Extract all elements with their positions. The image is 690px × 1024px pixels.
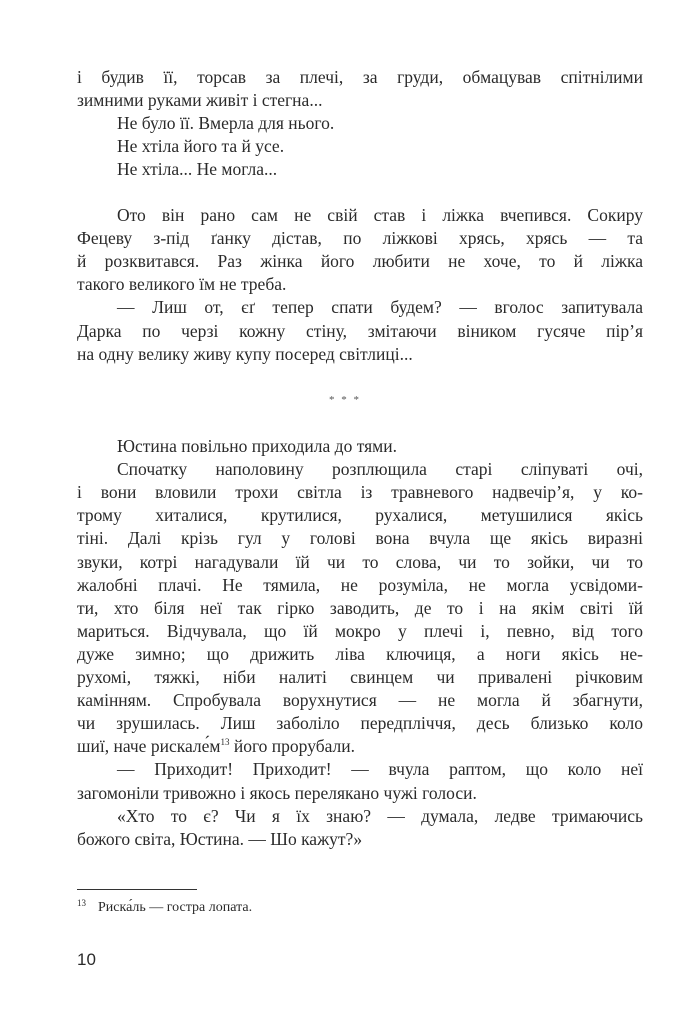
text-line-content: зимними руками живіт і стегна... (77, 90, 323, 111)
text-line (117, 458, 643, 480)
text-line-content: Дарка по черзі кожну стіну, змітаючи віником гусяче пір’я (77, 320, 643, 341)
text-line (117, 112, 643, 134)
text-line-continuation: його прорубали. (229, 736, 356, 757)
text-line (77, 66, 643, 88)
text-line (77, 551, 643, 573)
text-line (77, 343, 643, 365)
text-line (77, 574, 643, 596)
text-line (77, 782, 643, 804)
text-line-content: Не хтіла його та й усе. (117, 136, 285, 157)
text-line (77, 735, 643, 757)
text-line (77, 643, 643, 665)
footnote-number: 13 (77, 898, 86, 908)
text-line (77, 712, 643, 734)
text-line-content: тіні. Далі крізь гул у голові вона вчула ще якісь виразні (77, 528, 643, 549)
text-line-content: божого світа, Юстина. — Шо кажут?» (77, 828, 363, 849)
text-line-content: шиї, наче рискале́м (77, 736, 221, 757)
text-line-content: Фецеву з-під ґанку дістав, по ліжкові хрясь, хрясь — та (77, 228, 643, 249)
text-line (77, 273, 643, 295)
section-separator: * * * (329, 394, 361, 406)
text-line (117, 204, 643, 226)
text-line (77, 666, 643, 688)
footnote-rule (77, 889, 197, 890)
text-line-content: Не було її. Вмерла для нього. (117, 113, 335, 134)
text-line-content: жалобні плачі. Не тямила, не розуміла, не могла усвідоми- (77, 574, 643, 595)
text-line (117, 805, 643, 827)
text-line-content: камінням. Спробувала ворухнутися — не могла й збагнути, (77, 690, 643, 711)
text-line (117, 296, 643, 318)
page-number: 10 (77, 950, 96, 969)
text-line (117, 135, 643, 157)
text-line (77, 89, 643, 111)
text-line-content: — Лиш от, єґ тепер спати будем? — вголос запитувала (117, 297, 643, 318)
text-line-content: Спочатку наполовину розплющила старі сліпуваті очі, (117, 459, 643, 480)
footnote-text: Риска́ль — гостра лопата. (98, 900, 253, 915)
text-line-content: звуки, котрі нагадували їй чи то слова, чи то зойки, чи то (77, 551, 643, 572)
text-line-content: рухомі, тяжкі, ніби налиті свинцем чи привалені річковим (77, 667, 643, 687)
text-line-content: і будив її, торсав за плечі, за груди, обмацував спітнілими (77, 67, 643, 87)
text-line-content: чи зрушилась. Лиш заболіло передпліччя, десь близько коло (77, 713, 643, 734)
text-line-content: ти, хто біля неї так гірко заводить, де то і на якім світі їй (77, 597, 643, 618)
text-line (77, 689, 643, 711)
text-line (77, 250, 643, 272)
text-line (117, 758, 643, 780)
text-line (77, 828, 643, 850)
text-line-content: на одну велику живу купу посеред світлиці... (77, 343, 413, 364)
text-line (77, 504, 643, 526)
text-line (77, 597, 643, 619)
text-line (77, 320, 643, 342)
text-line (77, 620, 643, 642)
text-line (77, 481, 643, 503)
text-line (77, 227, 643, 249)
text-line-content: Не хтіла... Не могла... (117, 159, 278, 180)
text-line-content: трому хиталися, крутилися, рухалися, метушилися якісь (77, 505, 643, 526)
text-line-content: «Хто то є? Чи я їх знаю? — думала, ледве тримаючись (117, 805, 643, 826)
text-line-content: загомоніли тривожно і якось перелякано чужі голоси. (77, 782, 477, 803)
text-line-content: Юстина повільно приходила до тями. (117, 436, 397, 456)
text-line-content: Ото він рано сам не свій став і ліжка вчепився. Сокиру (117, 205, 643, 225)
text-line-content: — Приходит! Приходит! — вчула раптом, що коло неї (117, 759, 643, 780)
text-line-content: і вони вловили трохи світла із травневого надвечір’я, у ко- (77, 482, 643, 503)
text-line-content: й розквитався. Раз жінка його любити не хоче, то й ліжка (77, 251, 643, 272)
text-line (117, 158, 643, 180)
text-line (77, 527, 643, 549)
footnote-reference: 13 (220, 737, 230, 748)
text-line (117, 435, 643, 457)
text-line-content: такого великого їм не треба. (77, 274, 287, 295)
text-line-content: дуже зимно; що дрижить ліва ключиця, а ноги якісь не- (77, 643, 643, 664)
footnote (77, 898, 252, 916)
text-line-content: мариться. Відчувала, що їй мокро у плечі і, певно, від того (77, 620, 643, 641)
